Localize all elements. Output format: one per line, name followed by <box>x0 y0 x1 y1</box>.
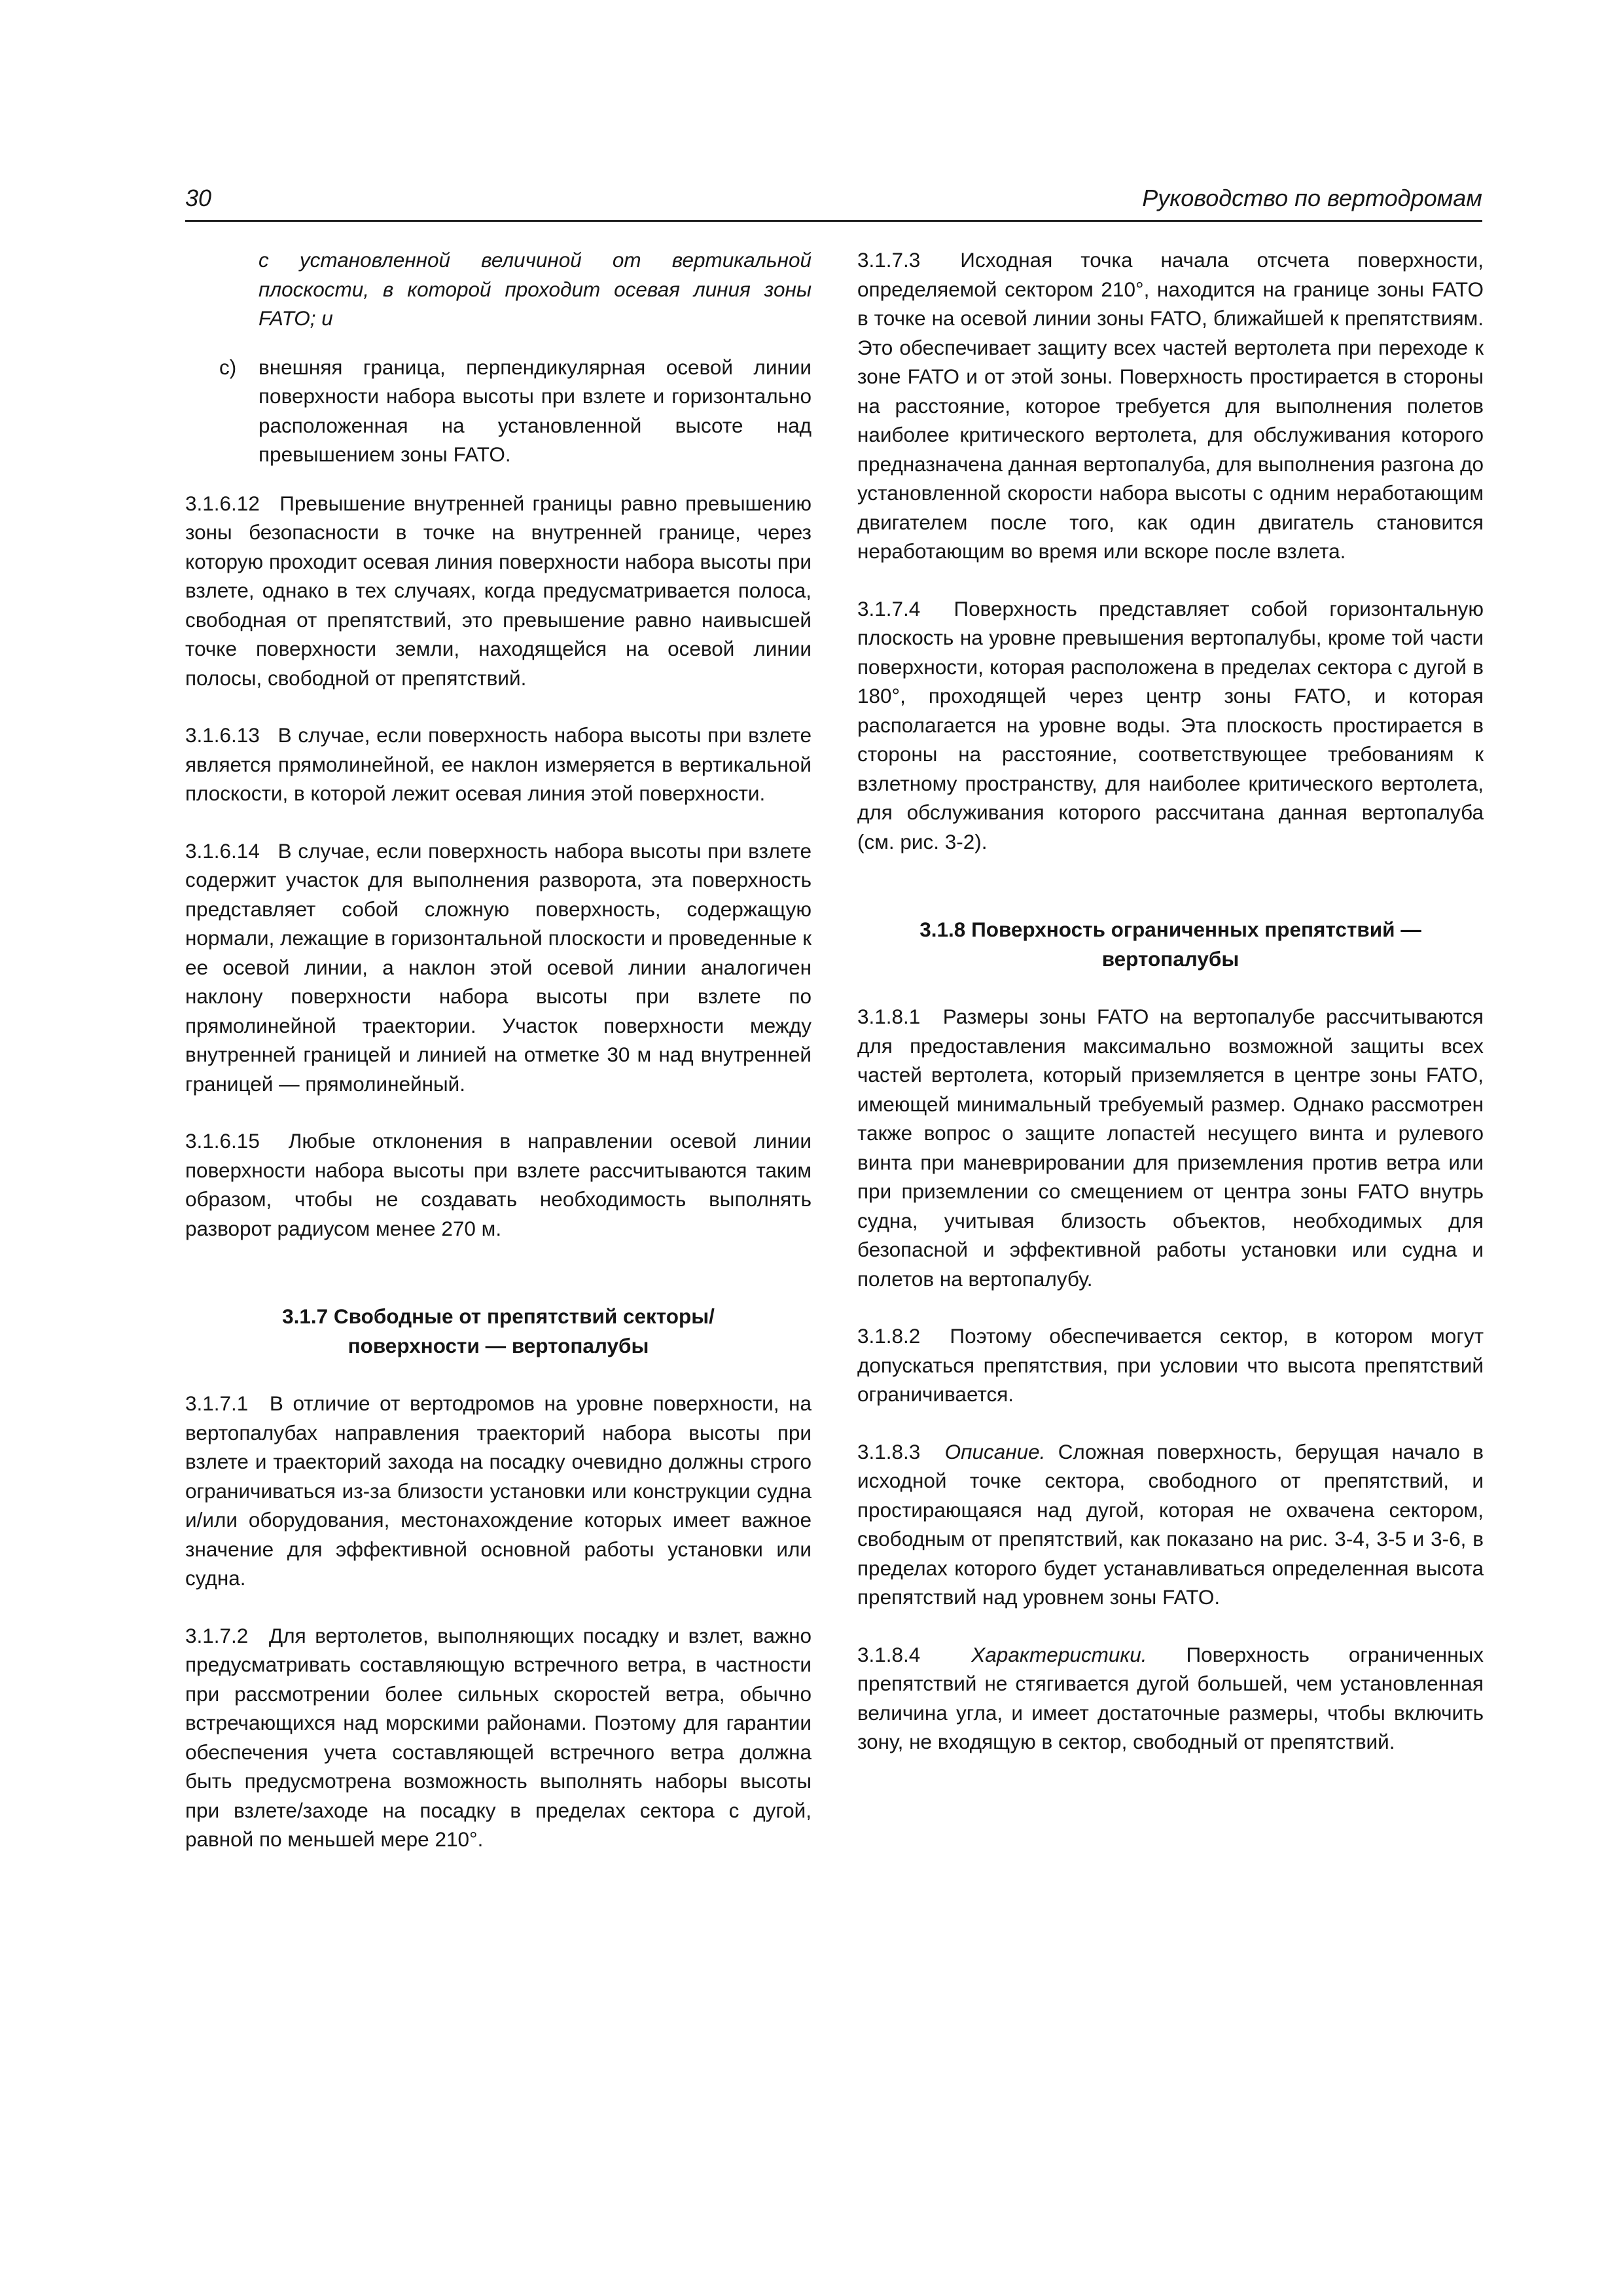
paragraph-number: 3.1.8.4 <box>857 1642 921 1666</box>
page-header <box>185 185 1482 221</box>
paragraph-number: 3.1.6.14 <box>185 838 260 863</box>
paragraph-label: Характеристики. <box>971 1642 1147 1666</box>
paragraph-text: Исходная точка начала отсчета поверхности, определяемой сектором 210°, находится на границе зоны FATO в точке на осевой линии зоны FATO, ближайшей к препятствиям. Это обеспечивает защиту всех частей вертолета при переходе к зоне FATO и от этой зоны. Поверхность простирается в стороны на расстояние, которое требуется для выполнения полетов наиболее критического вертолета, для обслуживания которого предназначена данная вертопалуба, для выполнения разгона до установленной скорости набора высоты с одним неработающим двигателем после того, как один двигатель становится неработающим во время или вскоре после взлета. <box>857 248 1484 563</box>
paragraph-number: 3.1.8.2 <box>857 1324 921 1348</box>
paragraph-3-1-6-14 <box>185 836 812 1099</box>
paragraph-number: 3.1.7.1 <box>185 1391 249 1415</box>
page-number: 30 <box>185 185 212 211</box>
paragraph-text: Для вертолетов, выполняющих посадку и взлет, важно предусматривать составляющую встречного ветра, в частности при рассмотрении более сильных скоростей ветра, обычно встречающихся над морскими районами. Поэтому для гарантии обеспечения учета составляющей встречного ветра должна быть предусмотрена возможность выполнять наборы высоты при взлете/заходе на посадку в пределах сектора с дугой, равной по меньшей мере 210°. <box>185 1623 812 1851</box>
paragraph-text: Поверхность представляет собой горизонтальную плоскость на уровне превышения вертопалубы, кроме той части поверхности, которая расположена в пределах сектора с дугой в 180°, проходящей через центр зоны FATO, и которая располагается на уровне воды. Эта плоскость простирается в стороны на расстояние, соответствующее требованиям к взлетному пространству, для наиболее критического вертолета, для обслуживания которого рассчитана данная вертопалуба (см. рис. 3-2). <box>857 596 1484 853</box>
paragraph-3-1-7-4 <box>857 594 1484 857</box>
paragraph-3-1-7-2 <box>185 1621 812 1854</box>
paragraph-number: 3.1.6.12 <box>185 491 260 515</box>
sub-list <box>185 245 812 469</box>
paragraph-number: 3.1.7.4 <box>857 596 921 620</box>
paragraph-3-1-6-13 <box>185 721 812 808</box>
paragraph-text: Поэтому обеспечивается сектор, в котором могут допускаться препятствия, при условии что высота препятствий ограничивается. <box>857 1324 1484 1406</box>
list-item-b-continuation: с установленной величиной от вертикальной плоскости, в которой проходит осевая линия зоны FATO; и <box>259 248 812 330</box>
list-marker-c: c) <box>219 355 237 379</box>
right-column <box>857 245 1484 1785</box>
paragraph-number: 3.1.8.3 <box>857 1439 921 1463</box>
paragraph-3-1-6-15 <box>185 1126 812 1243</box>
paragraph-3-1-8-1 <box>857 1002 1484 1293</box>
paragraph-number: 3.1.7.3 <box>857 248 921 272</box>
paragraph-3-1-8-4 <box>857 1640 1484 1757</box>
paragraph-3-1-8-2 <box>857 1321 1484 1409</box>
paragraph-3-1-7-3 <box>857 245 1484 566</box>
section-heading-3-1-8: 3.1.8 Поверхность ограниченных препятствий — вертопалубы <box>919 918 1421 971</box>
list-item-c <box>219 353 812 469</box>
paragraph-number: 3.1.7.2 <box>185 1623 249 1647</box>
section-heading-3-1-7: 3.1.7 Свободные от препятствий секторы/ поверхности — вертопалубы <box>282 1304 715 1357</box>
running-title: Руководство по вертодромам <box>1142 185 1482 211</box>
paragraph-label: Описание. <box>944 1439 1046 1463</box>
paragraph-number: 3.1.6.13 <box>185 723 260 747</box>
paragraph-text: В отличие от вертодромов на уровне поверхности, на вертопалубах направления траекторий набора высоты при взлете и траекторий захода на посадку очевидно должны строго ограничиваться из-за близости установки или конструкции судна и/или оборудования, местонахождение которых имеет важное значение для эффективной основной работы установки или судна. <box>185 1391 812 1590</box>
paragraph-text: В случае, если поверхность набора высоты при взлете содержит участок для выполнения разворота, эта поверхность представляет собой сложную поверхность, содержащую нормали, лежащие в горизонтальной плоскости и проведенные к ее осевой линии, а наклон этой осевой линии аналогичен наклону поверхности набора высоты при взлете по прямолинейной траектории. Участок поверхности между внутренней границей и линией на отметке 30 м над внутренней границей — прямолинейный. <box>185 838 812 1096</box>
left-column <box>185 245 812 1882</box>
header-rule <box>185 220 1482 222</box>
paragraph-number: 3.1.6.15 <box>185 1129 260 1153</box>
paragraph-text: В случае, если поверхность набора высоты при взлете является прямолинейной, ее наклон измеряется в вертикальной плоскости, в которой лежит осевая линия этой поверхности. <box>185 723 812 805</box>
paragraph-text: Сложная поверхность, берущая начало в исходной точке сектора, свободного от препятствий, и простирающаяся над дугой, которая не охвачена сектором, свободным от препятствий, как показано на рис. 3-4, 3-5 и 3-6, в пределах которого будет устанавливаться определенная высота препятствий над уровнем зоны FATO. <box>857 1439 1484 1609</box>
paragraph-text: Поверхность ограниченных препятствий не стягивается дугой большей, чем установленная величина угла, и имеет достаточные размеры, чтобы включить зону, не входящую в сектор, свободный от препятствий. <box>857 1642 1484 1753</box>
list-item-c-text: внешняя граница, перпендикулярная осевой линии поверхности набора высоты при взлете и горизонтально расположенная на установленной высоте над превышением зоны FATO. <box>259 355 812 466</box>
paragraph-3-1-6-12 <box>185 489 812 693</box>
paragraph-number: 3.1.8.1 <box>857 1005 921 1028</box>
paragraph-text: Превышение внутренней границы равно превышению зоны безопасности в точке на внутренней границе, через которую проходит осевая линия поверхности набора высоты при взлете, однако в тех случаях, когда предусматривается полоса, свободная от препятствий, это превышение равно наивысшей точке поверхности земли, находящейся на осевой линии полосы, свободной от препятствий. <box>185 491 812 690</box>
paragraph-text: Любые отклонения в направлении осевой линии поверхности набора высоты при взлете рассчитываются таким образом, чтобы не создавать необходимость выполнять разворот радиусом менее 270 м. <box>185 1129 812 1240</box>
paragraph-3-1-7-1 <box>185 1389 812 1593</box>
paragraph-text: Размеры зоны FATO на вертопалубе рассчитываются для предоставления максимально возможной защиты всех частей вертолета, который приземляется в центре зоны FATO, имеющей минимальный требуемый размер. Однако рассмотрен также вопрос о защите лопастей несущего винта и рулевого винта при маневрировании для приземления против ветра или при приземлении со смещением от центра зоны FATO внутрь судна, учитывая близость объектов, необходимых для безопасной и эффективной работы установки или судна и полетов на вертопалубу. <box>857 1005 1484 1291</box>
paragraph-3-1-8-3 <box>857 1437 1484 1612</box>
